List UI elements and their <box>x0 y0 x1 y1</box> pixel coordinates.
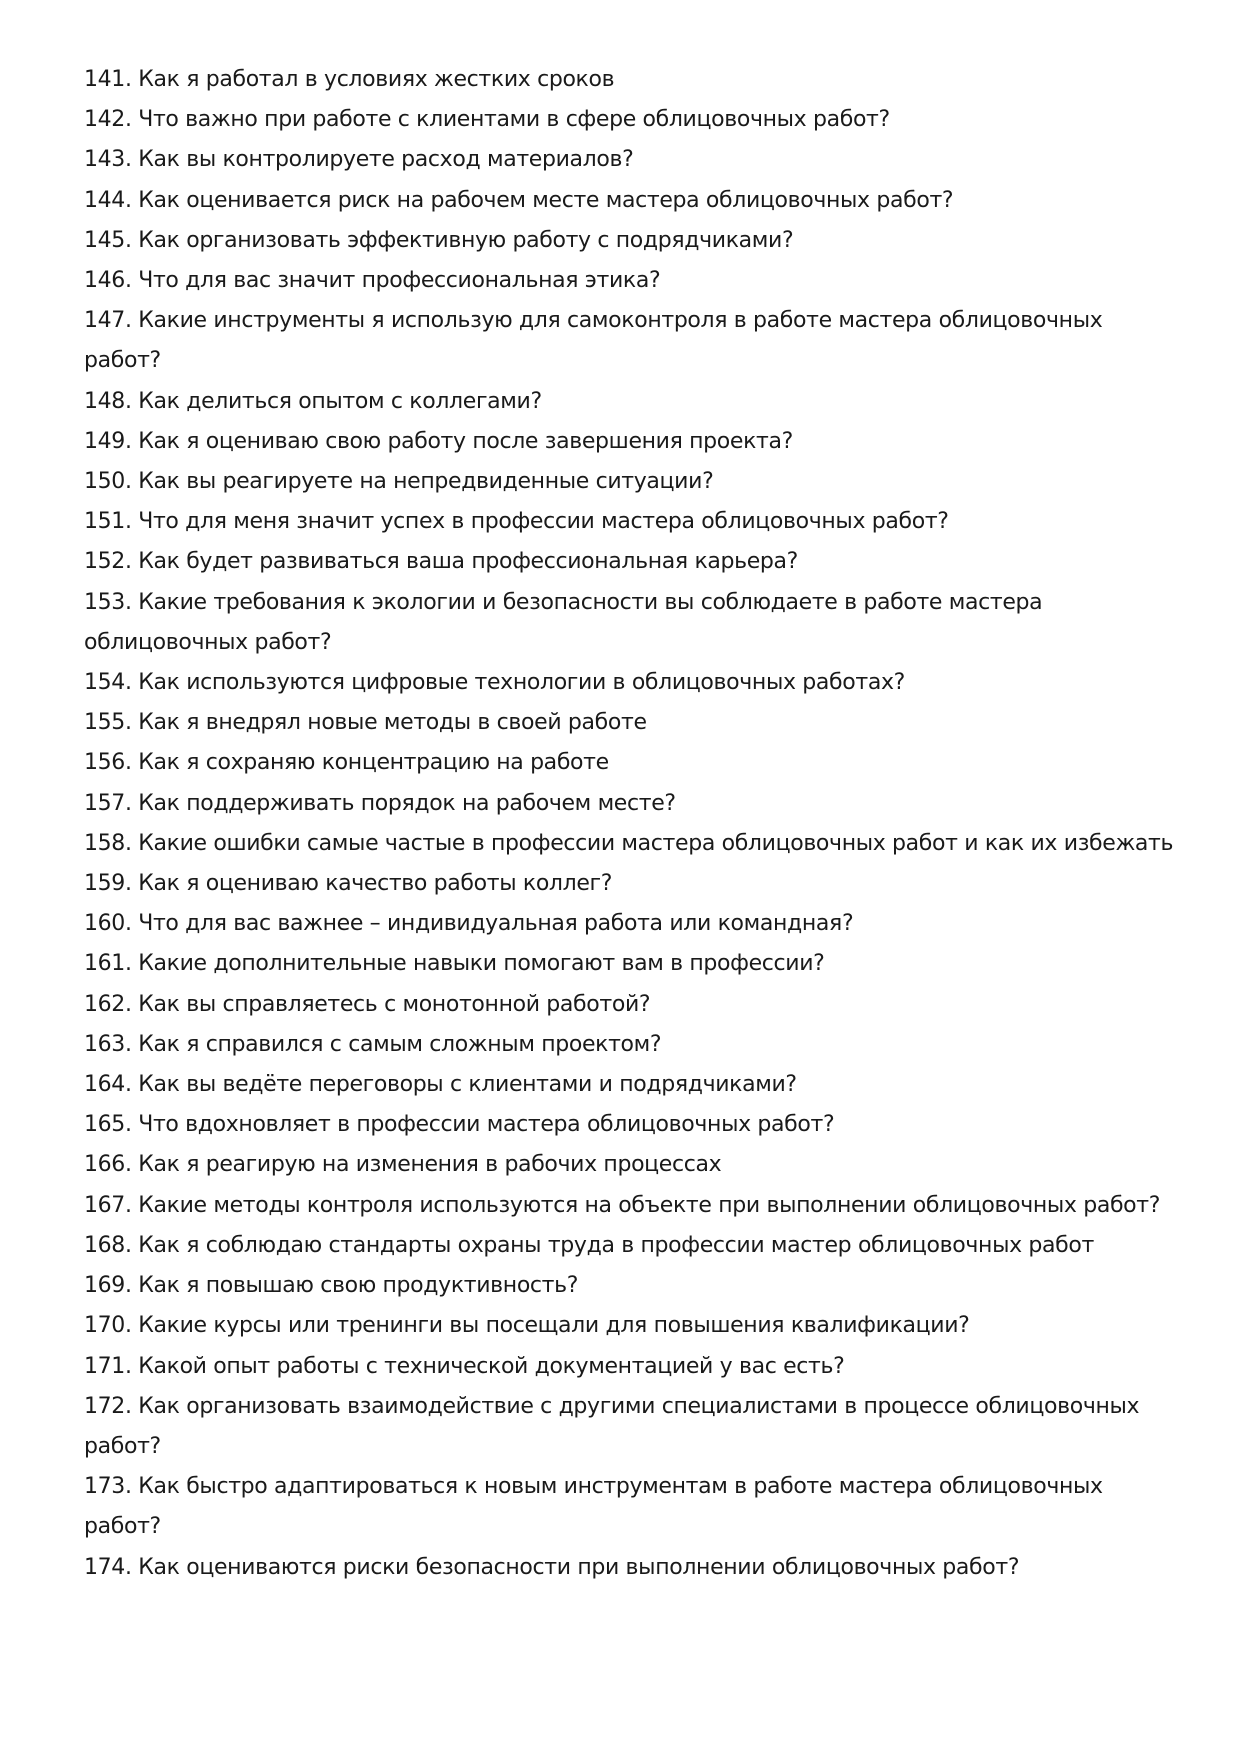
list-item: 144. Как оценивается риск на рабочем месте мастера облицовочных работ? <box>84 187 954 213</box>
list-item: 169. Как я повышаю свою продуктивность? <box>84 1273 579 1299</box>
list-item: 151. Что для меня значит успех в профессии мастера облицовочных работ? <box>84 509 949 535</box>
list-item: 172. Как организовать взаимодействие с другими специалистами в процессе облицовочных работ? <box>84 1393 1140 1459</box>
list-item: 155. Как я внедрял новые методы в своей работе <box>84 710 647 736</box>
list-item: 165. Что вдохновляет в профессии мастера облицовочных работ? <box>84 1112 835 1138</box>
list-item: 164. Как вы ведёте переговоры с клиентами и подрядчиками? <box>84 1072 797 1098</box>
list-item: 143. Как вы контролируете расход материалов? <box>84 147 634 173</box>
list-item: 156. Как я сохраняю концентрацию на работе <box>84 750 609 776</box>
list-item: 168. Как я соблюдаю стандарты охраны труда в профессии мастер облицовочных работ <box>84 1232 1094 1258</box>
list-item: 171. Какой опыт работы с технической документацией у вас есть? <box>84 1353 845 1379</box>
list-item: 149. Как я оцениваю свою работу после завершения проекта? <box>84 428 793 454</box>
list-item: 161. Какие дополнительные навыки помогают вам в профессии? <box>84 951 825 977</box>
list-item: 174. Как оцениваются риски безопасности при выполнении облицовочных работ? <box>84 1554 1020 1580</box>
list-item: 141. Как я работал в условиях жестких сроков <box>84 67 615 92</box>
list-item: 145. Как организовать эффективную работу с подрядчиками? <box>84 227 794 253</box>
list-item: 159. Как я оцениваю качество работы коллег? <box>84 871 613 897</box>
list-item: 147. Какие инструменты я использую для самоконтроля в работе мастера облицовочных работ? <box>84 308 1103 374</box>
list-item: 142. Что важно при работе с клиентами в сфере облицовочных работ? <box>84 107 890 133</box>
list-item: 148. Как делиться опытом с коллегами? <box>84 388 542 414</box>
list-item: 153. Какие требования к экологии и безопасности вы соблюдаете в работе мастера облицовочных работ? <box>84 589 1043 655</box>
list-item: 166. Как я реагирую на изменения в рабочих процессах <box>84 1152 722 1178</box>
list-item: 173. Как быстро адаптироваться к новым инструментам в работе мастера облицовочных работ? <box>84 1474 1103 1540</box>
list-item: 170. Какие курсы или тренинги вы посещали для повышения квалификации? <box>84 1313 970 1339</box>
list-item: 154. Как используются цифровые технологии в облицовочных работах? <box>84 670 905 696</box>
list-item: 158. Какие ошибки самые частые в профессии мастера облицовочных работ и как их избежать <box>84 830 1174 856</box>
question-list <box>84 60 1174 1588</box>
list-item: 163. Как я справился с самым сложным проектом? <box>84 1031 662 1057</box>
list-item: 152. Как будет развиваться ваша профессиональная карьера? <box>84 549 799 575</box>
list-item: 167. Какие методы контроля используются на объекте при выполнении облицовочных работ? <box>84 1192 1161 1218</box>
list-item: 157. Как поддерживать порядок на рабочем месте? <box>84 790 676 816</box>
list-item: 160. Что для вас важнее – индивидуальная работа или командная? <box>84 911 854 937</box>
list-item: 150. Как вы реагируете на непредвиденные ситуации? <box>84 469 714 495</box>
list-item: 162. Как вы справляетесь с монотонной работой? <box>84 991 651 1017</box>
list-item: 146. Что для вас значит профессиональная этика? <box>84 268 661 294</box>
